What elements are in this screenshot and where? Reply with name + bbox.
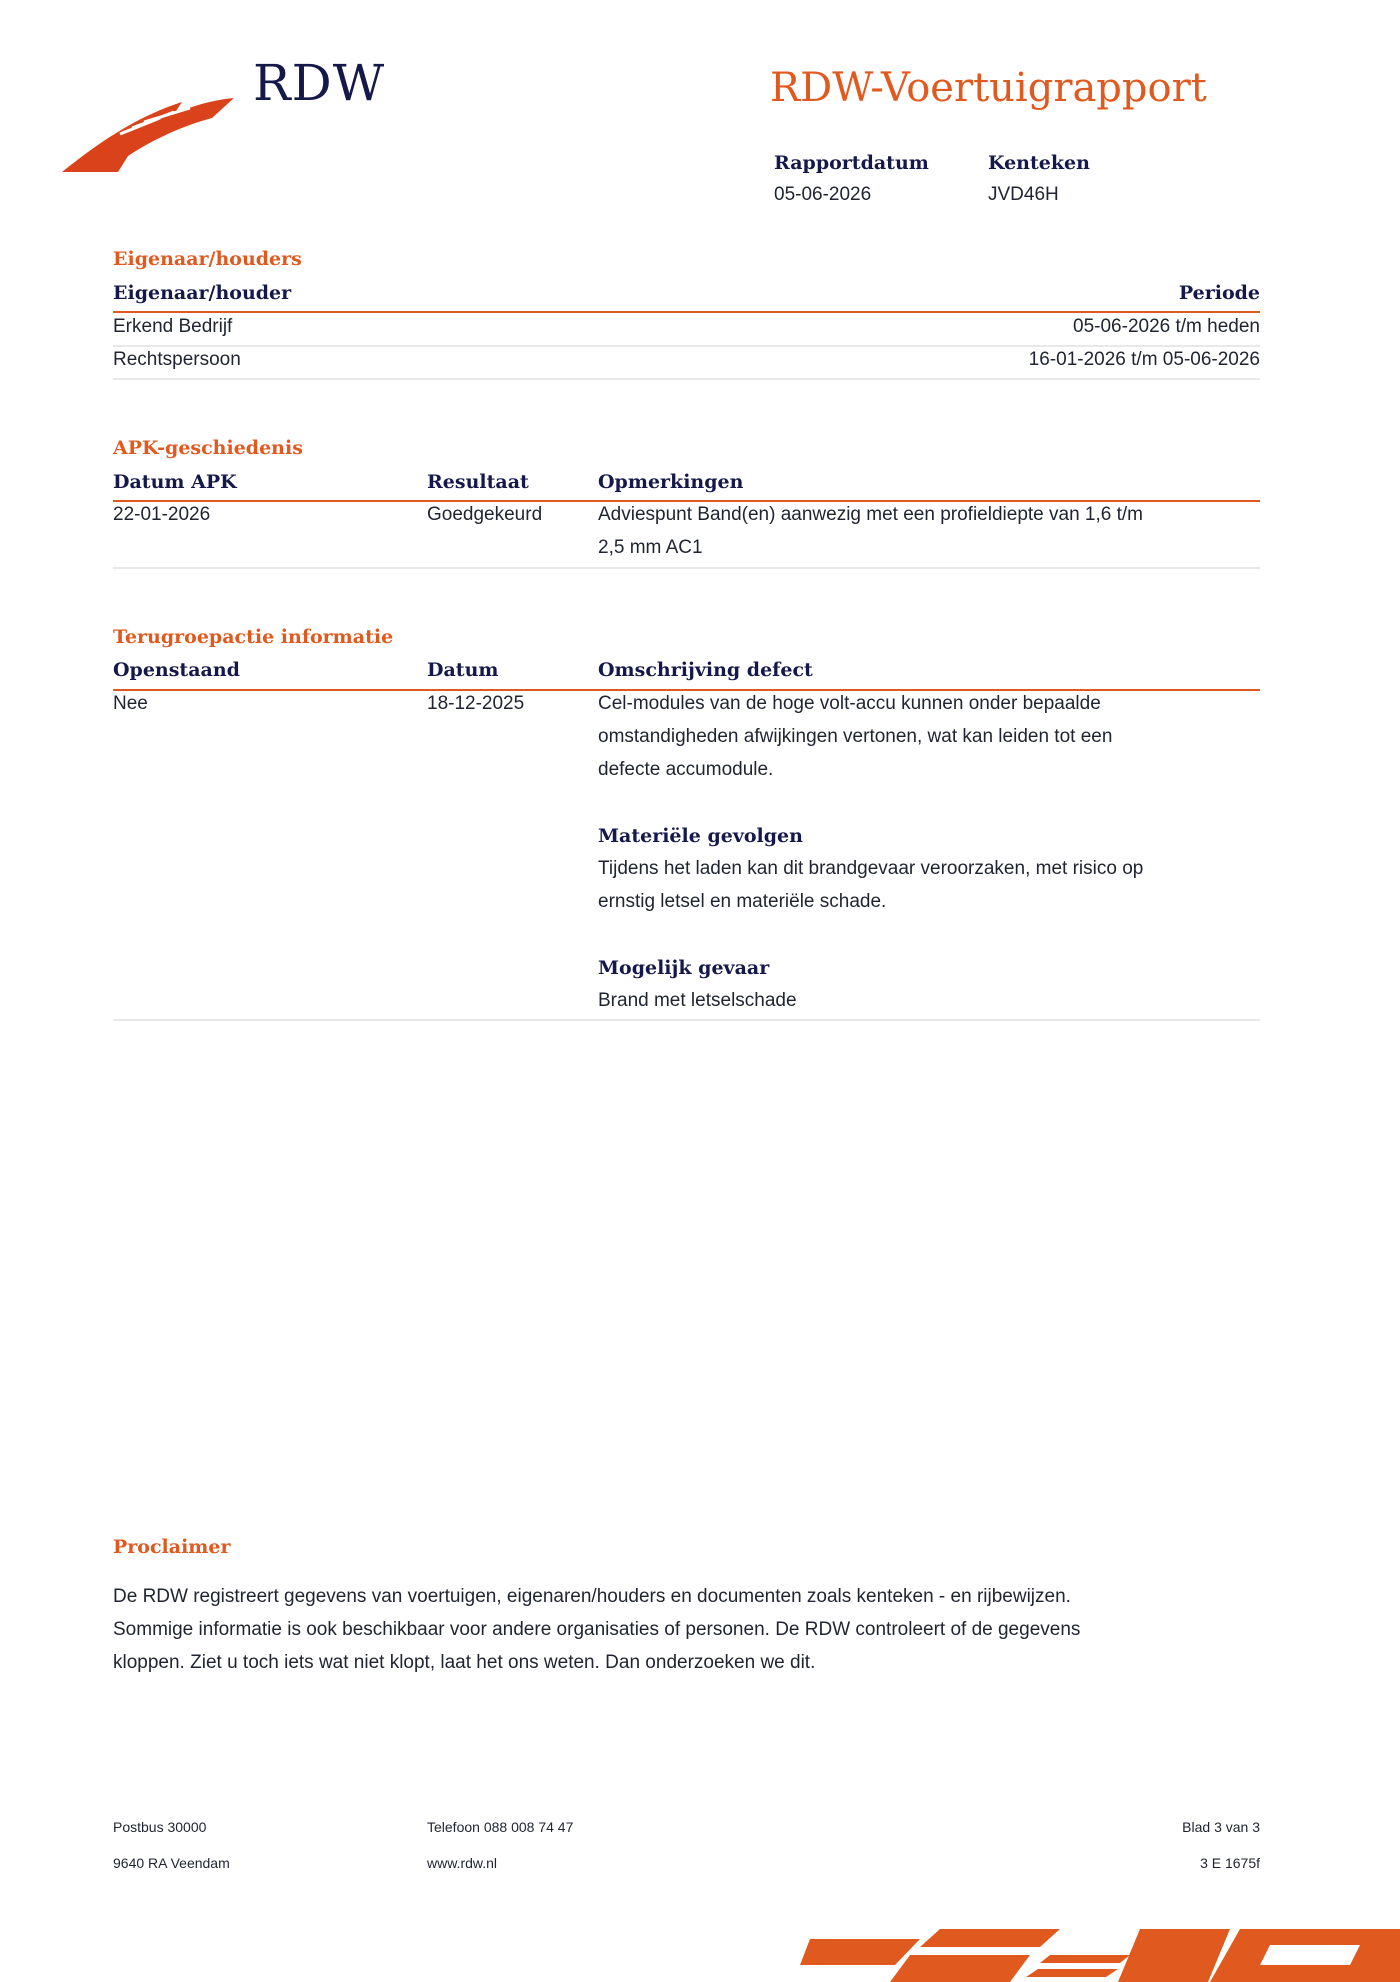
recall-desc-line: omstandigheden afwijkingen vertonen, wat kan leiden tot een	[598, 726, 1113, 747]
recall-danger-text: Brand met letselschade	[598, 990, 797, 1011]
footer-page-number: Blad 3 van 3	[1182, 1819, 1260, 1835]
owners-row-period: 16-01-2026 t/m 05-06-2026	[1028, 349, 1260, 370]
owners-header-rule	[113, 311, 1260, 313]
row-divider	[113, 345, 1260, 347]
report-date-label: Rapportdatum	[774, 152, 929, 174]
owners-col-period: Periode	[1178, 282, 1260, 304]
recall-col-open: Openstaand	[113, 659, 240, 681]
recall-danger-title: Mogelijk gevaar	[598, 957, 770, 979]
recall-consequences-title: Materiële gevolgen	[598, 825, 803, 847]
owners-col-owner: Eigenaar/houder	[113, 282, 292, 304]
recall-col-date: Datum	[427, 659, 499, 681]
row-divider	[113, 378, 1260, 380]
apk-col-remarks: Opmerkingen	[598, 471, 744, 493]
rdw-stripes-icon	[800, 1925, 1400, 1982]
owners-row-owner: Erkend Bedrijf	[113, 316, 233, 337]
footer-postbus: Postbus 30000	[113, 1819, 207, 1835]
footer-website: www.rdw.nl	[427, 1855, 498, 1871]
recall-section-title: Terugroepactie informatie	[113, 626, 394, 648]
logo-text: RDW	[253, 54, 386, 112]
row-divider	[113, 1019, 1260, 1021]
proclaimer-title: Proclaimer	[113, 1536, 231, 1558]
owners-row-owner: Rechtspersoon	[113, 349, 241, 370]
apk-col-result: Resultaat	[427, 471, 529, 493]
recall-consequences-line: ernstig letsel en materiële schade.	[598, 891, 887, 912]
footer-document-code: 3 E 1675f	[1200, 1855, 1260, 1871]
recall-col-desc: Omschrijving defect	[598, 659, 813, 681]
report-date: 05-06-2026	[774, 184, 872, 205]
owners-section-title: Eigenaar/houders	[113, 248, 302, 270]
plate-label: Kenteken	[988, 152, 1090, 174]
apk-section-title: APK-geschiedenis	[113, 437, 303, 459]
apk-header-rule	[113, 500, 1260, 502]
owners-row-period: 05-06-2026 t/m heden	[1073, 316, 1260, 337]
report-title: RDW-Voertuigrapport	[770, 65, 1207, 111]
footer-phone: Telefoon 088 008 74 47	[427, 1819, 574, 1835]
recall-desc-line: Cel-modules van de hoge volt-accu kunnen onder bepaalde	[598, 693, 1101, 714]
rdw-wing-logo-icon	[62, 88, 237, 178]
recall-consequences-line: Tijdens het laden kan dit brandgevaar veroorzaken, met risico op	[598, 858, 1144, 879]
apk-row-result: Goedgekeurd	[427, 504, 543, 525]
apk-col-date: Datum APK	[113, 471, 237, 493]
proclaimer-line: De RDW registreert gegevens van voertuigen, eigenaren/houders en documenten zoals kenteken - en rijbewijzen.	[113, 1586, 1071, 1607]
recall-desc-line: defecte accumodule.	[598, 759, 774, 780]
apk-row-remarks-line: Adviespunt Band(en) aanwezig met een profieldiepte van 1,6 t/m	[598, 504, 1143, 525]
plate-value: JVD46H	[988, 184, 1059, 205]
recall-header-rule	[113, 689, 1260, 691]
proclaimer-line: Sommige informatie is ook beschikbaar voor andere organisaties of personen. De RDW controleert of de gegevens	[113, 1619, 1081, 1640]
proclaimer-text	[113, 1580, 1273, 1679]
apk-row-date: 22-01-2026	[113, 504, 211, 525]
footer-city: 9640 RA Veendam	[113, 1855, 230, 1871]
apk-row-remarks-line: 2,5 mm AC1	[598, 537, 703, 558]
proclaimer-line: kloppen. Ziet u toch iets wat niet klopt, laat het ons weten. Dan onderzoeken we dit.	[113, 1652, 816, 1673]
row-divider	[113, 567, 1260, 569]
recall-date-value: 18-12-2025	[427, 693, 525, 714]
recall-open-value: Nee	[113, 693, 148, 714]
